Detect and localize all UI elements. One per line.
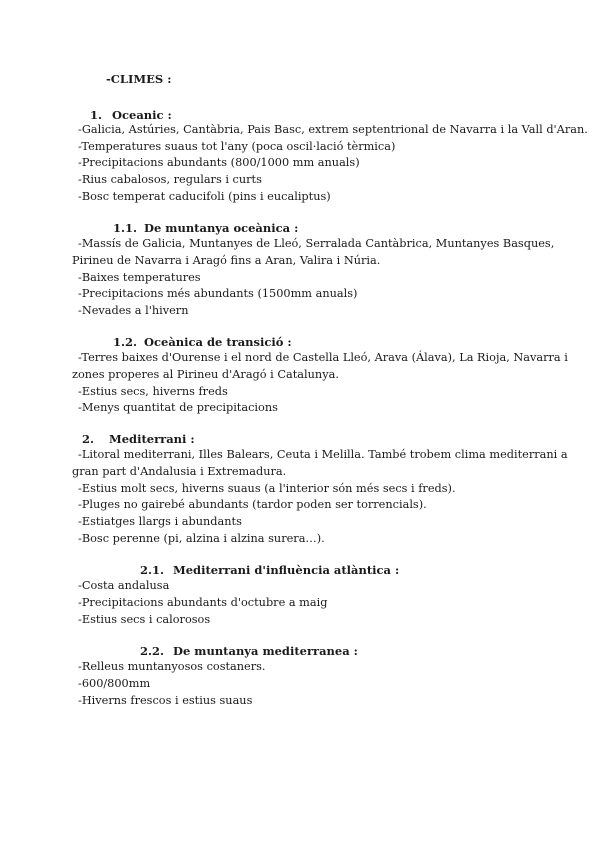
text-line: -Precipitacions abundants d'octubre a maig [78,596,328,609]
text-line: gran part d'Andalusia i Extremadura. [72,465,287,478]
text-line: -Hiverns frescos i estius suaus [78,694,253,707]
section-heading-mediterrani-atlantica [140,563,399,577]
text-line: -Relleus muntanyosos costaners. [78,660,266,673]
section-heading-mediterrani [82,432,195,446]
section-title: De muntanya mediterranea : [173,644,358,658]
section-heading-muntanya-oceanica [113,221,298,235]
text-line: -600/800mm [78,677,151,690]
text-line: -Temperatures suaus tot l'any (poca oscil·lació tèrmica) [78,140,396,153]
text-line: -Menys quantitat de precipitacions [78,401,278,414]
section-title: Mediterrani : [109,432,195,446]
section-heading-muntanya-mediterranea [140,644,358,658]
text-line: -Baixes temperatures [78,271,201,284]
text-line: -Bosc temperat caducifoli (pins i eucaliptus) [78,190,331,203]
section-number: 2.1. [140,563,165,577]
text-line: -Rius cabalosos, regulars i curts [78,173,262,186]
section-number: 1.1. [113,221,138,235]
text-line: -Pluges no gairebé abundants (tardor poden ser torrencials). [78,498,427,511]
text-line: -Galicia, Astúries, Cantàbria, Pais Basc, extrem septentrional de Navarra i la Vall d'Aran. [78,123,588,136]
text-line: -Nevades a l'hivern [78,304,189,317]
section-title: De muntanya oceànica : [144,221,299,235]
text-line: -Estiatges llargs i abundants [78,515,242,528]
text-line: -Estius secs i calorosos [78,613,211,626]
text-line: -Massís de Galicia, Muntanyes de Lleó, Serralada Cantàbrica, Muntanyes Basques, [78,237,555,250]
section-heading-oceanica-transicio [113,335,292,349]
text-line: -Precipitacions més abundants (1500mm anuals) [78,287,358,300]
text-line: -Estius secs, hiverns freds [78,385,228,398]
section-title: Oceànica de transició : [144,335,292,349]
section-number: 1.2. [113,335,138,349]
text-line: -Terres baixes d'Ourense i el nord de Castella Lleó, Arava (Álava), La Rioja, Navarra i [78,351,568,364]
section-title: Oceanic : [112,108,172,122]
text-line: zones properes al Pirineu d'Aragó i Catalunya. [72,368,339,381]
section-number: 2.2. [140,644,165,658]
text-line: -Precipitacions abundants (800/1000 mm anuals) [78,156,360,169]
text-line: -Estius molt secs, hiverns suaus (a l'interior són més secs i freds). [78,482,456,495]
text-line: -Bosc perenne (pi, alzina i alzina surera…). [78,532,325,545]
section-number: 1. [90,108,103,122]
section-number: 2. [82,432,95,446]
document-title: -CLIMES : [106,72,172,86]
text-line: -Costa andalusa [78,579,170,592]
section-heading-oceanic [90,108,172,122]
section-title: Mediterrani d'influència atlàntica : [173,563,400,577]
text-line: Pirineu de Navarra i Aragó fins a Aran, Valira i Núria. [72,254,381,267]
text-line: -Litoral mediterrani, Illes Balears, Ceuta i Melilla. També trobem clima mediterrani a [78,448,568,461]
